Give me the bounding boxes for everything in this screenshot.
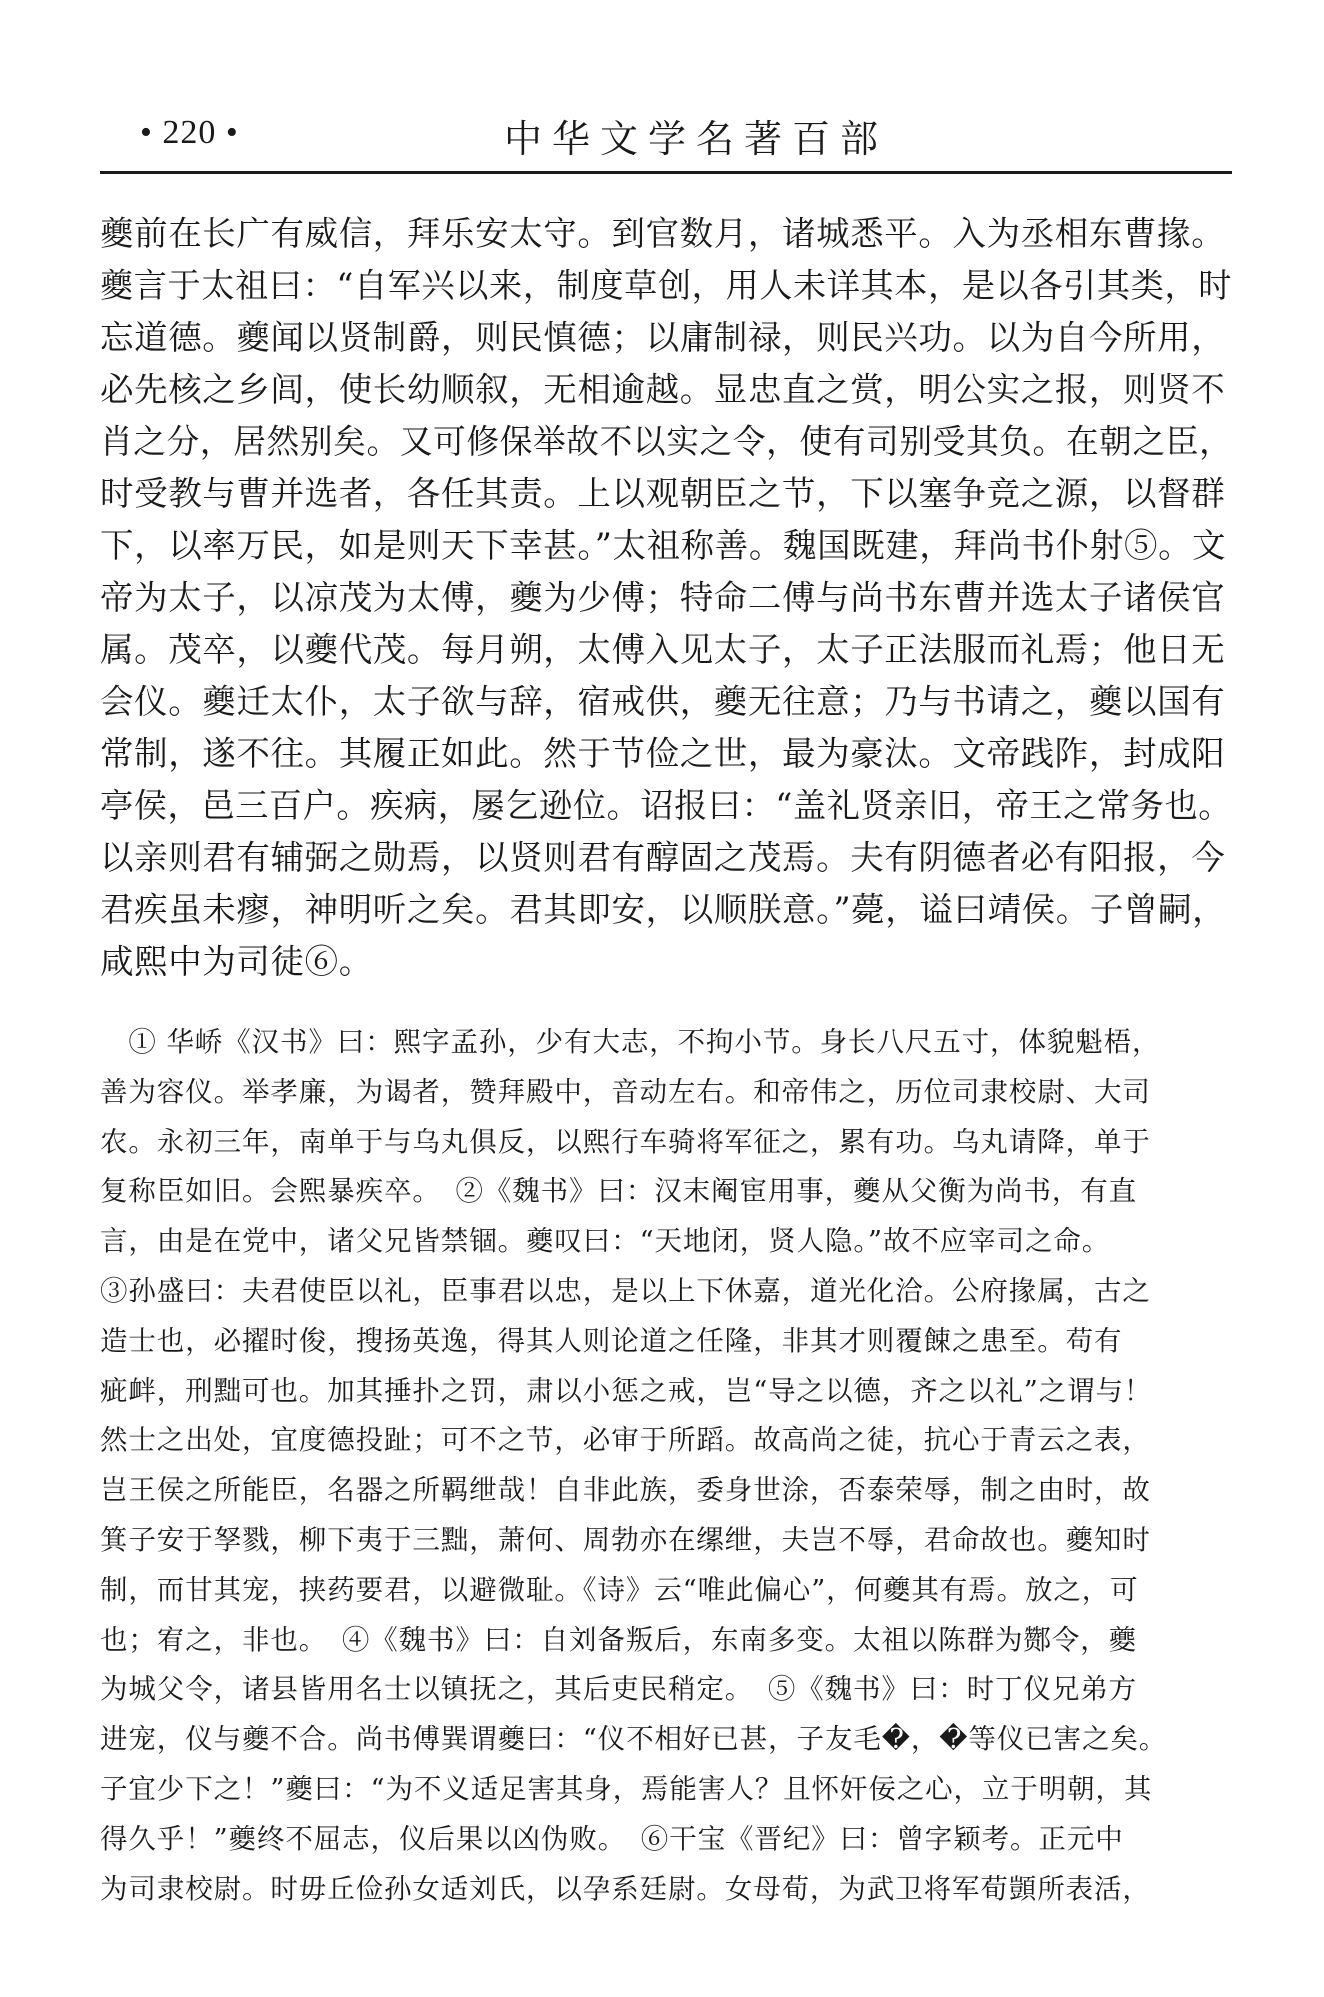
main-text-line: 以亲则君有辅弼之勋焉，以贤则君有醇固之茂焉。夫有阴德者必有阳报，今 bbox=[100, 838, 1226, 877]
footnote-line: 为城父令，诸县皆用名士以镇抚之，其后吏民稍定。 ⑤《魏书》曰：时丁仪兄弟方 bbox=[100, 1673, 1138, 1706]
main-text-line: 会仪。夔迁太仆，太子欲与辞，宿戒供，夔无往意；乃与书请之，夔以国有 bbox=[100, 682, 1226, 721]
footnote-line: 得久乎！”夔终不屈志，仪后果以凶伪败。 ⑥干宝《晋纪》曰：曾字颖考。正元中 bbox=[100, 1822, 1124, 1855]
main-text-line: 必先核之乡闾，使长幼顺叙，无相逾越。显忠直之赏，明公实之报，则贤不 bbox=[100, 370, 1226, 409]
main-text-line: 夔言于太祖曰：“自军兴以来，制度草创，用人未详其本，是以各引其类，时 bbox=[100, 266, 1233, 305]
footnote-line: 进宠，仪与夔不合。尚书傅巽谓夔曰：“仪不相好已甚，子友毛�，�等仪已害之矣。 bbox=[100, 1723, 1168, 1756]
footnote-line: 善为容仪。举孝廉，为谒者，赞拜殿中，音动左右。和帝伟之，历位司隶校尉、大司 bbox=[100, 1075, 1151, 1108]
header-divider bbox=[100, 171, 1232, 174]
footnote-line: 然士之出处，宜度德投趾；可不之节，必审于所蹈。故高尚之徒，抗心于青云之表， bbox=[100, 1424, 1151, 1457]
footnote-line: 复称臣如旧。会熙暴疾卒。 ②《魏书》曰：汉末阉宦用事，夔从父衡为尚书，有直 bbox=[100, 1175, 1138, 1208]
page-number: • 220 • bbox=[140, 114, 239, 151]
footnote-line: 岂王侯之所能臣，名器之所羁绁哉！自非此族，委身世涂，否泰荣辱，制之由时，故 bbox=[100, 1474, 1151, 1507]
footnote-line: 造士也，必擢时俊，搜扬英逸，得其人则论道之任隆，非其才则覆餗之患至。苟有 bbox=[100, 1324, 1123, 1357]
footnote-line: ① 华峤《汉书》曰：熙字孟孙，少有大志，不拘小节。身长八尺五寸，体貌魁梧， bbox=[100, 1026, 1161, 1058]
main-text bbox=[100, 208, 1240, 988]
page-header bbox=[100, 108, 1232, 168]
main-text-line: 君疾虽未瘳，神明听之矣。君其即安，以顺朕意。”薨，谥曰靖侯。子曾嗣， bbox=[100, 890, 1227, 929]
main-text-line: 下，以率万民，如是则天下幸甚。”太祖称善。魏国既建，拜尚书仆射⑤。文 bbox=[100, 526, 1227, 565]
main-text-line: 常制，遂不往。其履正如此。然于节俭之世，最为豪汰。文帝践阼，封成阳 bbox=[100, 734, 1226, 773]
footnote-line: 为司隶校尉。时毋丘俭孙女适刘氏，以孕系廷尉。女母荀，为武卫将军荀顗所表活， bbox=[100, 1872, 1151, 1905]
main-text-line: 忘道德。夔闻以贤制爵，则民慎德；以庸制禄，则民兴功。以为自今所用， bbox=[100, 318, 1226, 357]
footnote-line: 疵衅，刑黜可也。加其捶扑之罚，肃以小惩之戒，岂“导之以德，齐之以礼”之谓与！ bbox=[100, 1374, 1153, 1407]
main-text-line: 咸熙中为司徒⑥。 bbox=[100, 942, 373, 981]
main-text-line: 肖之分，居然别矣。又可修保举故不以实之令，使有司别受其负。在朝之臣， bbox=[100, 422, 1233, 461]
main-text-line: 夔前在长广有威信，拜乐安太守。到官数月，诸城悉平。入为丞相东曹掾。 bbox=[100, 214, 1226, 253]
main-text-line: 属。茂卒，以夔代茂。每月朔，太傅入见太子，太子正法服而礼焉；他日无 bbox=[100, 630, 1226, 669]
footnote-line: 箕子安于孥戮，柳下夷于三黜，萧何、周勃亦在缧绁，夫岂不辱，君命故也。夔知时 bbox=[100, 1523, 1151, 1556]
footnote-line: 农。永初三年，南单于与乌丸俱反，以熙行车骑将军征之，累有功。乌丸请降，单于 bbox=[100, 1125, 1151, 1158]
main-text-line: 帝为太子，以凉茂为太傅，夔为少傅；特命二傅与尚书东曹并选太子诸侯官 bbox=[100, 578, 1226, 617]
footnote-line: 也；宥之，非也。 ④《魏书》曰：自刘备叛后，东南多变。太祖以陈群为酂令，夔 bbox=[100, 1623, 1138, 1656]
main-text-line: 亭侯，邑三百户。疾病，屡乞逊位。诏报曰：“盖礼贤亲旧，帝王之常务也。 bbox=[100, 786, 1233, 825]
book-title: 中华文学名著百部 bbox=[503, 117, 888, 161]
main-text-line: 时受教与曹并选者，各任其责。上以观朝臣之节，下以塞争竞之源，以督群 bbox=[100, 474, 1226, 513]
footnotes bbox=[100, 1018, 1240, 1914]
footnote-line: ③孙盛曰：夫君使臣以礼，臣事君以忠，是以上下休嘉，道光化洽。公府掾属，古之 bbox=[100, 1274, 1151, 1307]
footnote-line: 子宜少下之！”夔曰：“为不义适足害其身，焉能害人？且怀奸佞之心，立于明朝，其 bbox=[100, 1772, 1153, 1805]
footnote-line: 制，而甘其宠，挟药要君，以避微耻。《诗》云“唯此偏心”，何夔其有焉。放之，可 bbox=[100, 1573, 1139, 1606]
footnote-line: 言，由是在党中，诸父兄皆禁锢。夔叹曰：“天地闭，贤人隐。”故不应宰司之命。 bbox=[100, 1225, 1111, 1258]
